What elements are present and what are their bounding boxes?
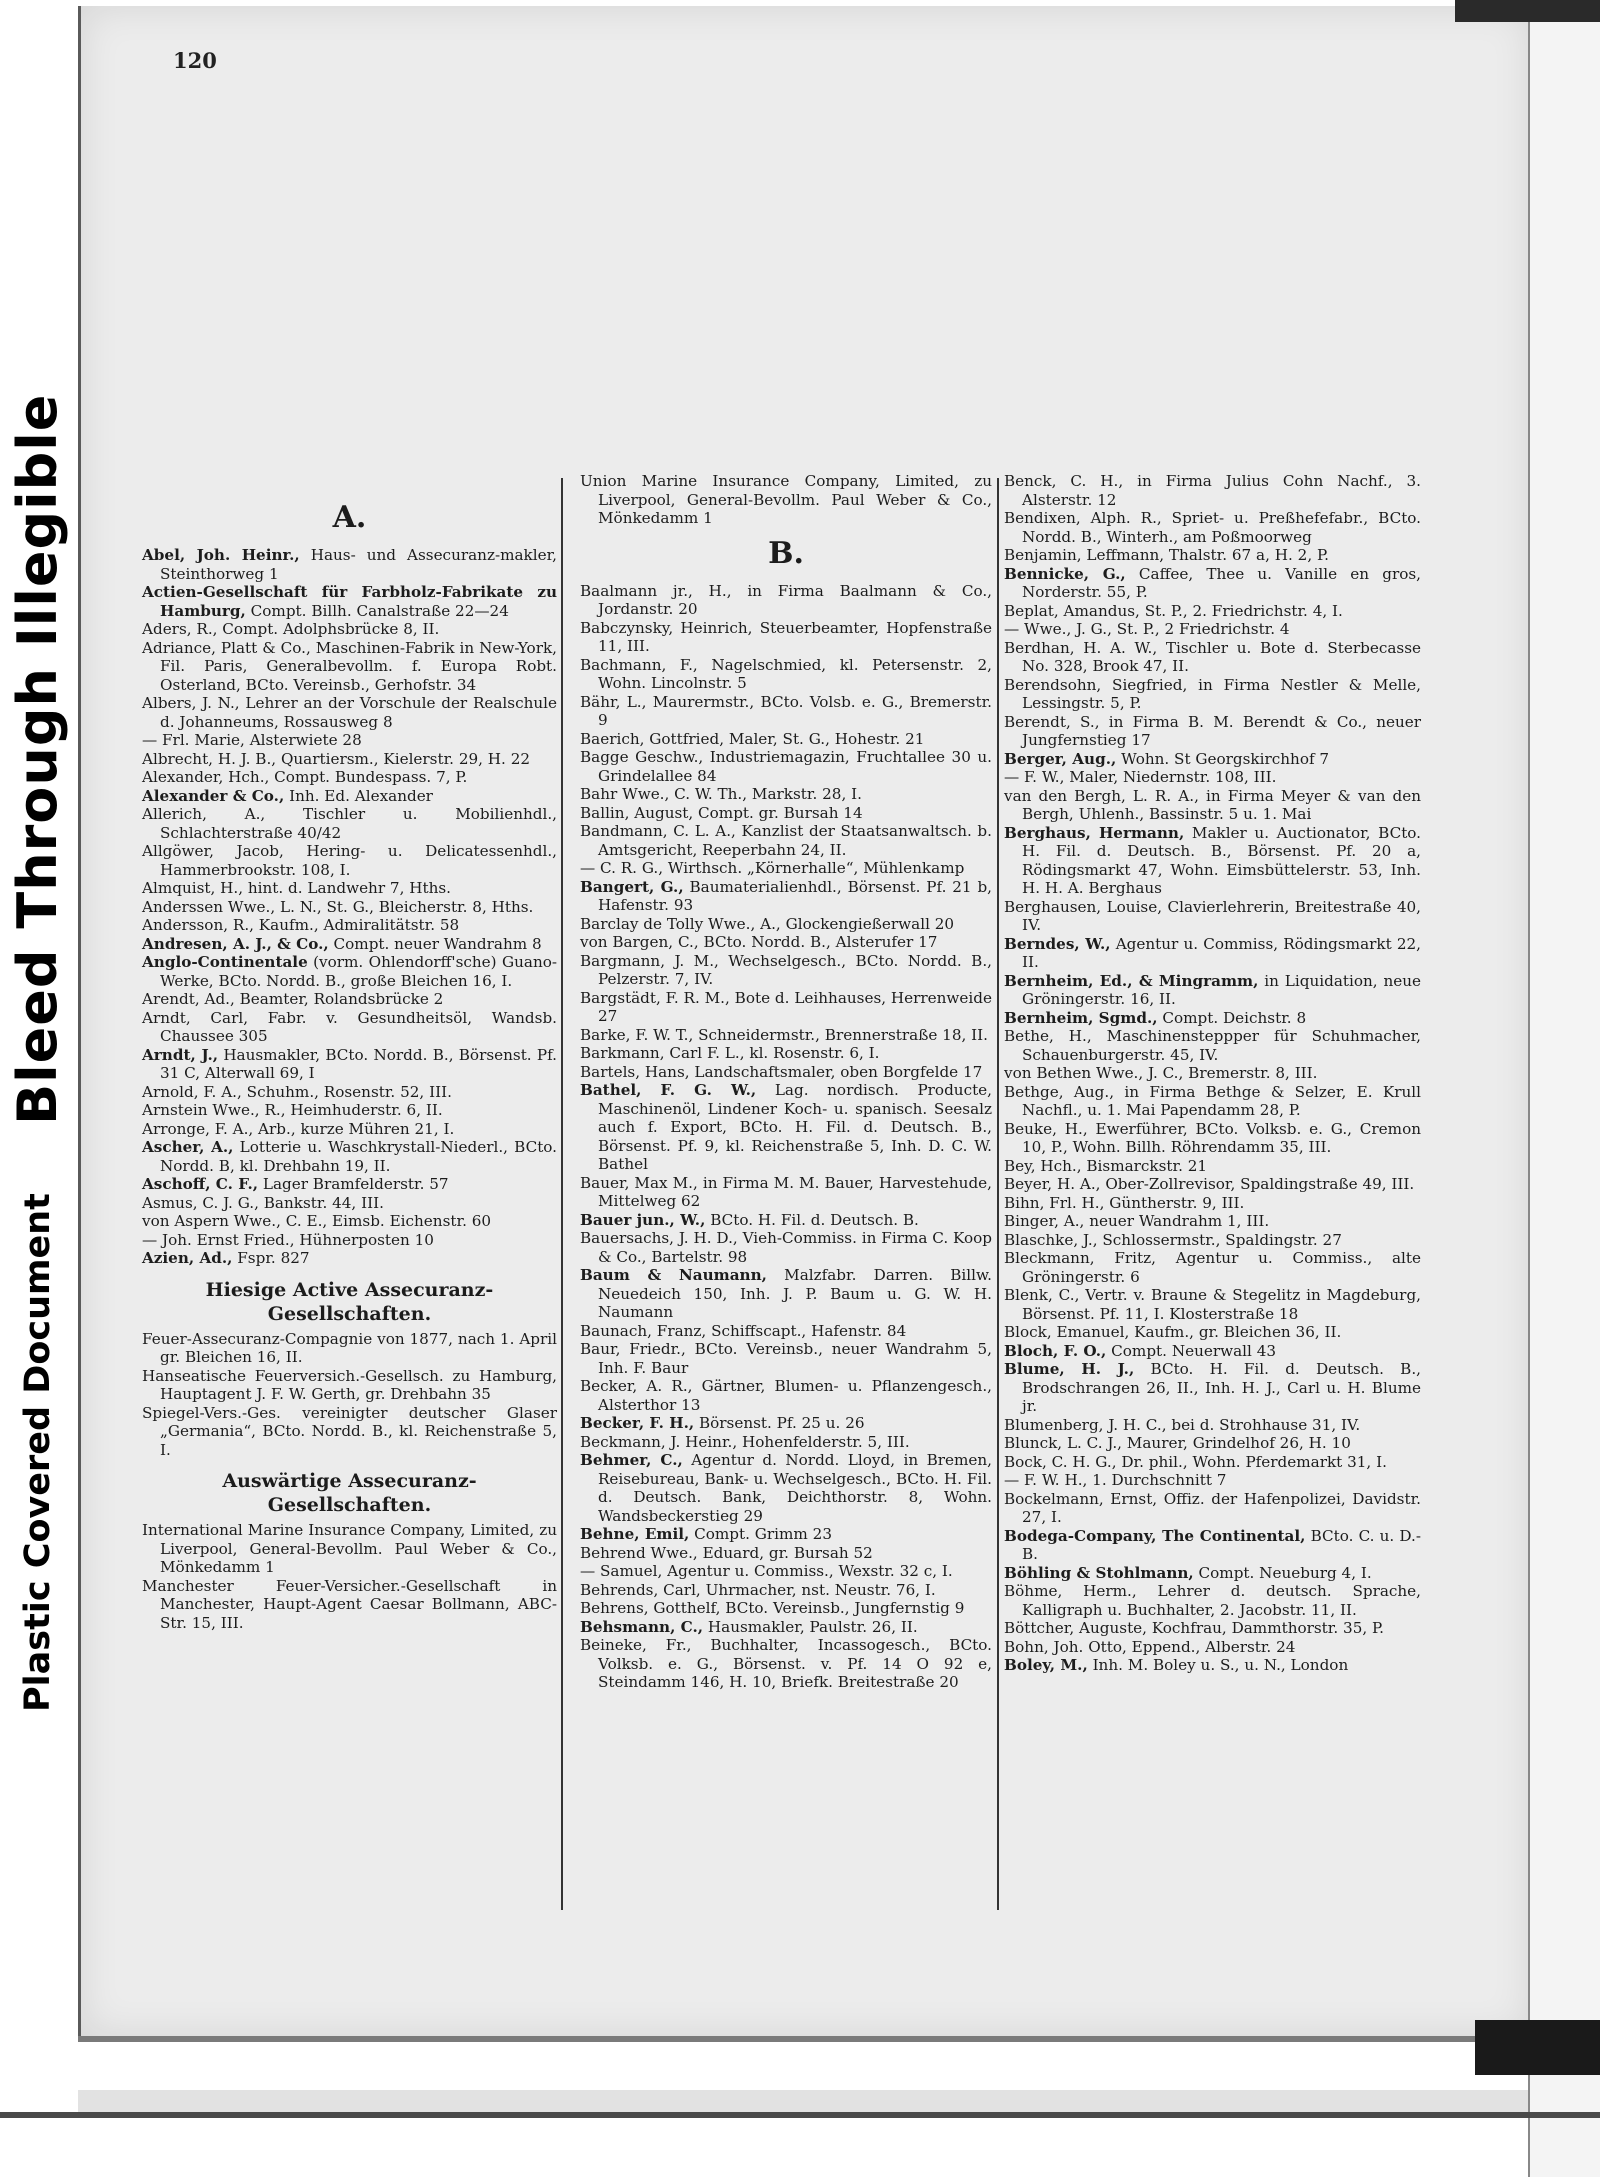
entry-name: Alexander & Co., xyxy=(142,786,285,805)
entry-name: Bernheim, Ed., & Mingramm, xyxy=(1004,971,1259,990)
directory-entry xyxy=(142,1083,557,1102)
directory-entry xyxy=(1004,1416,1421,1435)
entry-name: Ascher, A., xyxy=(142,1138,234,1156)
entry-text: Bargstädt, F. R. M., Bote d. Leihhauses, Herrenweide 27 xyxy=(580,988,992,1025)
entries-foreign-insurance xyxy=(142,1521,557,1632)
directory-entry xyxy=(1004,1471,1421,1490)
entry-name: Bodega-Company, The Continental, xyxy=(1004,1526,1306,1545)
directory-entry xyxy=(1004,639,1421,676)
entry-text: Agentur d. Nordd. Lloyd, in Bremen, Reisebureau, Bank- u. Wechselgesch., BCto. H. Fil. d. Deutsch. Bank, Deichthorstr. 8, Wohn. Wandsbeckerstieg 29 xyxy=(598,1451,993,1525)
entry-text: Albers, J. N., Lehrer an der Vorschule der Realschule d. Johanneums, Rossausweg 8 xyxy=(142,694,557,731)
entry-text: — Samuel, Agentur u. Commiss., Wexstr. 32 c, I. xyxy=(580,1562,953,1580)
directory-entry xyxy=(580,1451,992,1525)
entry-text: Aders, R., Compt. Adolphsbrücke 8, II. xyxy=(142,620,440,638)
entry-text: BCto. H. Fil. d. Deutsch. B., Brodschrangen 26, II., Inh. H. J., Carl u. H. Blume jr. xyxy=(1022,1360,1421,1415)
entry-text: Almquist, H., hint. d. Landwehr 7, Hths. xyxy=(142,879,451,897)
entry-text: Blunck, L. C. J., Maurer, Grindelhof 26, H. 10 xyxy=(1004,1434,1351,1452)
directory-entry xyxy=(1004,1360,1421,1416)
entry-name: Behsmann, C., xyxy=(580,1617,704,1636)
entry-text: Berghausen, Louise, Clavierlehrerin, Breitestraße 40, IV. xyxy=(1004,897,1421,934)
entry-text: Babczynsky, Heinrich, Steuerbeamter, Hopfenstraße 11, III. xyxy=(580,618,992,655)
directory-entry xyxy=(580,1063,992,1082)
directory-entry xyxy=(142,1521,557,1577)
directory-entry xyxy=(580,1562,992,1581)
directory-entry xyxy=(580,878,992,915)
directory-entry xyxy=(1004,1009,1421,1028)
column-rule-left xyxy=(561,478,563,1910)
entry-text: Bauersachs, J. H. D., Vieh-Commiss. in Firma C. Koop & Co., Bartelstr. 98 xyxy=(580,1229,992,1266)
directory-entry xyxy=(580,619,992,656)
entry-text: Becker, A. R., Gärtner, Blumen- u. Pflanzengesch., Alsterthor 13 xyxy=(580,1377,992,1414)
directory-entry xyxy=(142,639,557,695)
directory-entry xyxy=(1004,750,1421,769)
entry-text: Bartels, Hans, Landschaftsmaler, oben Borgfelde 17 xyxy=(580,1062,983,1081)
directory-entry xyxy=(1004,787,1421,824)
entry-text: Lager Bramfelderstr. 57 xyxy=(262,1175,449,1193)
directory-entry xyxy=(1004,713,1421,750)
directory-entry xyxy=(1004,676,1421,713)
entry-text: Allgöwer, Jacob, Hering- u. Delicatessenhdl., Hammerbrookstr. 108, I. xyxy=(142,842,557,879)
entry-text: Manchester Feuer-Versicher.-Gesellschaft in Manchester, Haupt-Agent Caesar Bollmann, ABC-Str. 15, III. xyxy=(142,1576,557,1632)
directory-entry xyxy=(580,804,992,823)
next-page-edge xyxy=(1528,0,1600,2177)
entry-text: Bauer, Max M., in Firma M. M. Bauer, Harvestehude, Mittelweg 62 xyxy=(580,1173,992,1210)
directory-entry xyxy=(142,787,557,806)
directory-entry xyxy=(1004,1083,1421,1120)
directory-entry xyxy=(142,1046,557,1083)
entry-text: Benck, C. H., in Firma Julius Cohn Nachf., 3. Alsterstr. 12 xyxy=(1004,472,1421,509)
directory-entry xyxy=(142,916,557,935)
directory-entry xyxy=(580,1414,992,1433)
entry-text: Barclay de Tolly Wwe., A., Glockengießerwall 20 xyxy=(580,914,955,933)
directory-entry xyxy=(142,1175,557,1194)
entry-text: Block, Emanuel, Kaufm., gr. Bleichen 36, II. xyxy=(1004,1323,1342,1341)
entry-text: Ballin, August, Compt. gr. Bursah 14 xyxy=(580,803,863,822)
entry-text: Bandmann, C. L. A., Kanzlist der Staatsanwaltsch. b. Amtsgericht, Reeperbahn 24, II. xyxy=(580,822,992,859)
entry-text: BCto. H. Fil. d. Deutsch. B. xyxy=(710,1210,919,1229)
bleed-through-label: Bleed Through Illegible xyxy=(6,393,69,1125)
entry-text: Wohn. St Georgskirchhof 7 xyxy=(1121,749,1330,768)
entry-text: Alexander, Hch., Compt. Bundespass. 7, P. xyxy=(142,768,468,786)
section-letter-b: B. xyxy=(768,535,804,571)
entry-text: Baalmann jr., H., in Firma Baalmann & Co., Jordanstr. 20 xyxy=(580,581,992,618)
column-1 xyxy=(142,492,557,1632)
column-rule-right xyxy=(997,478,999,1910)
section-heading-foreign-insurance: Auswärtige Assecuranz-Gesellschaften. xyxy=(222,1470,477,1516)
entry-text: von Aspern Wwe., C. E., Eimsb. Eichenstr. 60 xyxy=(142,1212,492,1230)
entry-name: Boley, M., xyxy=(1004,1656,1088,1674)
entry-text: — F. W. H., 1. Durchschnitt 7 xyxy=(1004,1471,1227,1489)
entry-text: Compt. Grimm 23 xyxy=(694,1525,832,1543)
entry-name: Bernheim, Sgmd., xyxy=(1004,1008,1158,1027)
entry-text: Bock, C. H. G., Dr. phil., Wohn. Pferdemarkt 31, I. xyxy=(1004,1452,1387,1471)
directory-entry xyxy=(1004,546,1421,565)
scan-dark-corner-top xyxy=(1455,0,1600,22)
entry-text: Baerich, Gottfried, Maler, St. G., Hohestr. 21 xyxy=(580,729,925,748)
directory-entry xyxy=(580,582,992,619)
scan-bottom-line xyxy=(0,2112,1600,2118)
directory-entry xyxy=(1004,1527,1421,1564)
entry-name: Berghaus, Hermann, xyxy=(1004,823,1185,842)
entry-name: Anglo-Continentale xyxy=(142,953,308,971)
directory-entry xyxy=(580,1211,992,1230)
entry-text: Arendt, Ad., Beamter, Rolandsbrücke 2 xyxy=(142,990,444,1008)
directory-entry xyxy=(580,822,992,859)
entry-name: Böhling & Stohlmann, xyxy=(1004,1563,1194,1582)
directory-entry xyxy=(1004,1619,1421,1638)
entry-text: Hausmakler, BCto. Nordd. B., Börsenst. Pf. 31 C, Alterwall 69, I xyxy=(160,1045,557,1082)
entry-text: Agentur u. Commiss, Rödingsmarkt 22, II. xyxy=(1022,934,1421,971)
directory-entry xyxy=(580,952,992,989)
directory-entry xyxy=(580,1377,992,1414)
directory-entry xyxy=(142,879,557,898)
scan-bottom-band xyxy=(78,2090,1528,2112)
entry-text: Baunach, Franz, Schiffscapt., Hafenstr. 84 xyxy=(580,1321,907,1340)
entry-text: Blenk, C., Vertr. v. Braune & Stegelitz in Magdeburg, Börsenst. Pf. 11, I. Klosterstraße 18 xyxy=(1004,1286,1421,1323)
directory-entry xyxy=(142,694,557,731)
entry-name: Bathel, F. G. W., xyxy=(580,1081,757,1099)
directory-entry xyxy=(580,472,992,528)
directory-entry xyxy=(580,1544,992,1563)
entry-text: Baumaterialienhdl., Börsenst. Pf. 21 b, Hafenstr. 93 xyxy=(598,877,992,914)
directory-entry xyxy=(1004,1120,1421,1157)
entry-text: Binger, A., neuer Wandrahm 1, III. xyxy=(1004,1212,1270,1230)
entry-name: Bloch, F. O., xyxy=(1004,1341,1107,1360)
directory-entry xyxy=(580,1340,992,1377)
directory-entry xyxy=(142,1330,557,1367)
directory-entry xyxy=(1004,1638,1421,1657)
entry-text: Haus- und Assecuranz-makler, Steinthorweg 1 xyxy=(160,546,557,583)
section-heading-local-insurance: Hiesige Active Assecuranz-Gesellschaften. xyxy=(205,1278,494,1325)
directory-entry xyxy=(142,1367,557,1404)
entry-name: Andresen, A. J., & Co., xyxy=(142,934,329,953)
directory-entry xyxy=(1004,565,1421,602)
entry-text: (vorm. Ohlendorff'sche) Guano-Werke, BCto. Nordd. B., große Bleichen 16, I. xyxy=(160,953,558,990)
directory-entry xyxy=(1004,1157,1421,1176)
entry-text: Compt. neuer Wandrahm 8 xyxy=(333,934,542,953)
entry-text: Berdhan, H. A. W., Tischler u. Bote d. Sterbecasse No. 328, Brook 47, II. xyxy=(1004,638,1421,675)
directory-entry xyxy=(1004,602,1421,621)
directory-entry xyxy=(142,1101,557,1120)
directory-entry xyxy=(1004,509,1421,546)
entry-text: Hausmakler, Paulstr. 26, II. xyxy=(707,1617,918,1636)
directory-entry xyxy=(142,1138,557,1175)
entries-a xyxy=(142,546,557,1268)
column-2 xyxy=(580,472,992,1692)
directory-entry xyxy=(580,915,992,934)
directory-entry xyxy=(1004,824,1421,898)
entry-name: Becker, F. H., xyxy=(580,1414,695,1432)
entry-text: Inh. M. Boley u. S., u. N., London xyxy=(1092,1656,1349,1674)
directory-entry xyxy=(580,1266,992,1322)
directory-entry xyxy=(580,1581,992,1600)
directory-entry xyxy=(142,805,557,842)
directory-entry xyxy=(580,656,992,693)
entry-text: Compt. Neuerwall 43 xyxy=(1111,1341,1277,1360)
directory-entry xyxy=(580,1618,992,1637)
entry-text: Inh. Ed. Alexander xyxy=(289,786,433,805)
entry-name: Baum & Naumann, xyxy=(580,1266,767,1284)
scan-dark-corner-bottom xyxy=(1475,2020,1600,2075)
entry-name: Aschoff, C. F., xyxy=(142,1175,259,1193)
directory-entry xyxy=(1004,1582,1421,1619)
directory-entry xyxy=(142,1249,557,1268)
entries-b-continued xyxy=(1004,472,1421,1675)
directory-entry xyxy=(1004,1564,1421,1583)
entry-text: — C. R. G., Wirthsch. „Körnerhalle“, Mühlenkamp xyxy=(580,859,965,877)
page-bottom-edge xyxy=(78,2036,1530,2042)
plastic-covered-label: Plastic Covered Document xyxy=(18,1193,58,1712)
entry-text: Union Marine Insurance Company, Limited, zu Liverpool, General-Bevollm. Paul Weber & Co., Mönkedamm 1 xyxy=(580,472,992,527)
directory-entry xyxy=(142,731,557,750)
directory-entry xyxy=(142,620,557,639)
directory-entry xyxy=(580,1229,992,1266)
directory-entry xyxy=(580,933,992,952)
entry-text: Böttcher, Auguste, Kochfrau, Dammthorstr. 35, P. xyxy=(1004,1619,1384,1637)
entry-text: Bihn, Frl. H., Güntherstr. 9, III. xyxy=(1004,1193,1245,1212)
entry-text: Spiegel-Vers.-Ges. vereinigter deutscher Glaser „Germania“, BCto. Nordd. B., kl. Reichenstraße 5, I. xyxy=(142,1403,557,1459)
entry-text: Bendixen, Alph. R., Spriet- u. Preßhefefabr., BCto. Nordd. B., Winterh., am Poßmoorweg xyxy=(1004,509,1421,546)
directory-entry xyxy=(1004,935,1421,972)
directory-entry xyxy=(142,583,557,620)
directory-entry xyxy=(580,785,992,804)
directory-entry xyxy=(580,748,992,785)
entry-text: Hanseatische Feuerversich.-Gesellsch. zu Hamburg, Hauptagent J. F. W. Gerth, gr. Drehbahn 35 xyxy=(142,1366,557,1403)
directory-entry xyxy=(580,989,992,1026)
entry-text: Behrens, Gotthelf, BCto. Vereinsb., Jungfernstig 9 xyxy=(580,1599,965,1617)
entry-name: Bauer jun., W., xyxy=(580,1210,706,1229)
directory-entry xyxy=(580,1636,992,1692)
entry-text: Berendsohn, Siegfried, in Firma Nestler & Melle, Lessingstr. 5, P. xyxy=(1004,675,1421,712)
entry-text: Adriance, Platt & Co., Maschinen-Fabrik in New-York, Fil. Paris, Generalbevollm. f. Europa Robt. Osterland, BCto. Vereinsb., Gerhofstr. 34 xyxy=(142,638,557,694)
directory-entry xyxy=(1004,1656,1421,1675)
directory-entry xyxy=(1004,898,1421,935)
entry-text: International Marine Insurance Company, Limited, zu Liverpool, General-Bevollm. Paul Weber & Co., Mönkedamm 1 xyxy=(142,1521,557,1576)
directory-entry xyxy=(580,1044,992,1063)
entry-text: Arndt, Carl, Fabr. v. Gesundheitsöl, Wandsb. Chaussee 305 xyxy=(142,1008,557,1045)
directory-entry xyxy=(142,935,557,954)
column-3 xyxy=(1004,472,1421,1675)
directory-entry xyxy=(580,730,992,749)
entry-text: Blumenberg, J. H. C., bei d. Strohhause 31, IV. xyxy=(1004,1415,1361,1434)
entry-text: Börsenst. Pf. 25 u. 26 xyxy=(698,1414,865,1432)
directory-entry xyxy=(142,898,557,917)
page-number: 120 xyxy=(173,48,217,73)
entry-text: Bleckmann, Fritz, Agentur u. Commiss., alte Gröningerstr. 6 xyxy=(1004,1249,1421,1286)
directory-entry xyxy=(1004,1175,1421,1194)
directory-entry xyxy=(580,1433,992,1452)
entry-name: Actien-Gesellschaft für Farbholz-Fabrikate zu Hamburg, xyxy=(142,583,557,620)
entry-union-marine xyxy=(580,472,992,528)
entry-text: — Joh. Ernst Fried., Hühnerposten 10 xyxy=(142,1230,434,1249)
directory-entry xyxy=(1004,620,1421,639)
entry-text: Albrecht, H. J. B., Quartiersm., Kielerstr. 29, H. 22 xyxy=(142,749,531,768)
entry-text: Blaschke, J., Schlossermstr., Spaldingstr. 27 xyxy=(1004,1230,1342,1249)
entry-text: Berendt, S., in Firma B. M. Berendt & Co., neuer Jungfernstieg 17 xyxy=(1004,712,1421,749)
entry-name: Abel, Joh. Heinr., xyxy=(142,546,300,564)
entry-text: Bargmann, J. M., Wechselgesch., BCto. Nordd. B., Pelzerstr. 7, IV. xyxy=(580,951,992,988)
directory-entry xyxy=(1004,1453,1421,1472)
entry-text: Beplat, Amandus, St. P., 2. Friedrichstr. 4, I. xyxy=(1004,601,1343,620)
entry-text: Baur, Friedr., BCto. Vereinsb., neuer Wandrahm 5, Inh. F. Baur xyxy=(580,1340,992,1377)
entry-text: Barkmann, Carl F. L., kl. Rosenstr. 6, I. xyxy=(580,1044,880,1062)
entry-name: Bangert, G., xyxy=(580,877,684,896)
directory-entry xyxy=(1004,972,1421,1009)
directory-entry xyxy=(1004,1342,1421,1361)
entry-text: von Bargen, C., BCto. Nordd. B., Alsterufer 17 xyxy=(580,933,938,951)
entry-text: in Liquidation, neue Gröningerstr. 16, II. xyxy=(1022,971,1422,1008)
entry-text: — Frl. Marie, Alsterwiete 28 xyxy=(142,731,362,749)
entry-text: Caffee, Thee u. Vanille en gros, Norderstr. 55, P. xyxy=(1022,564,1421,601)
directory-entry xyxy=(142,546,557,583)
entry-text: Beyer, H. A., Ober-Zollrevisor, Spaldingstraße 49, III. xyxy=(1004,1175,1415,1193)
entry-text: Compt. Deichstr. 8 xyxy=(1162,1008,1307,1027)
entry-text: Compt. Neueburg 4, I. xyxy=(1198,1563,1372,1582)
entries-local-insurance xyxy=(142,1330,557,1460)
directory-entry xyxy=(1004,1231,1421,1250)
directory-entry xyxy=(1004,1212,1421,1231)
entry-name: Bennicke, G., xyxy=(1004,564,1126,583)
directory-entry xyxy=(142,1577,557,1633)
entry-text: Malzfabr. Darren. Billw. Neuedeich 150, Inh. J. P. Baum u. G. W. H. Naumann xyxy=(598,1266,993,1321)
entry-text: Beuke, H., Ewerführer, BCto. Volksb. e. G., Cremon 10, P., Wohn. Billh. Röhrendamm 35, III. xyxy=(1004,1119,1421,1156)
directory-entry xyxy=(1004,1286,1421,1323)
entry-name: Azien, Ad., xyxy=(142,1249,233,1267)
directory-entry xyxy=(580,1026,992,1045)
directory-entry xyxy=(1004,1434,1421,1453)
entry-text: Beineke, Fr., Buchhalter, Incassogesch., BCto. Volksb. e. G., Börsenst. v. Pf. 14 O 92 e, Steindamm 146, H. 10, Briefk. Breitestraße 20 xyxy=(580,1636,992,1691)
entry-name: Blume, H. J., xyxy=(1004,1360,1135,1378)
entry-text: Benjamin, Leffmann, Thalstr. 67 a, H. 2, P. xyxy=(1004,546,1329,564)
entry-text: Arnstein Wwe., R., Heimhuderstr. 6, II. xyxy=(142,1101,443,1119)
directory-entry xyxy=(1004,1490,1421,1527)
entry-name: Berger, Aug., xyxy=(1004,749,1117,768)
directory-entry xyxy=(580,1081,992,1174)
entry-text: Feuer-Assecuranz-Compagnie von 1877, nach 1. April gr. Bleichen 16, II. xyxy=(142,1329,557,1366)
entry-text: Bähr, L., Maurermstr., BCto. Volsb. e. G., Bremerstr. 9 xyxy=(580,692,992,729)
directory-entry xyxy=(142,990,557,1009)
entry-name: Arndt, J., xyxy=(142,1045,219,1064)
entry-text: — Wwe., J. G., St. P., 2 Friedrichstr. 4 xyxy=(1004,620,1290,638)
entry-text: Böhme, Herm., Lehrer d. deutsch. Sprache, Kalligraph u. Buchhalter, 2. Jacobstr. 11, II. xyxy=(1004,1582,1421,1619)
directory-entry xyxy=(142,1212,557,1231)
entry-name: Behne, Emil, xyxy=(580,1525,690,1543)
directory-entry xyxy=(142,1404,557,1460)
entry-text: Bethe, H., Maschinensteppper für Schuhmacher, Schauenburgerstr. 45, IV. xyxy=(1004,1027,1421,1064)
directory-entry xyxy=(1004,1323,1421,1342)
directory-entry xyxy=(580,1525,992,1544)
entry-text: Behrends, Carl, Uhrmacher, nst. Neustr. 76, I. xyxy=(580,1580,936,1599)
directory-entry xyxy=(580,693,992,730)
entry-name: Behmer, C., xyxy=(580,1451,683,1469)
entry-text: Arnold, F. A., Schuhm., Rosenstr. 52, III. xyxy=(142,1082,452,1101)
directory-entry xyxy=(142,1231,557,1250)
directory-entry xyxy=(142,1009,557,1046)
section-letter-a: A. xyxy=(332,500,367,535)
entries-b xyxy=(580,582,992,1692)
entry-name: Berndes, W., xyxy=(1004,934,1111,953)
entry-text: Bohn, Joh. Otto, Eppend., Alberstr. 24 xyxy=(1004,1637,1296,1656)
directory-entry xyxy=(1004,472,1421,509)
directory-entry xyxy=(580,1599,992,1618)
directory-entry xyxy=(142,750,557,769)
entry-text: Bey, Hch., Bismarckstr. 21 xyxy=(1004,1156,1208,1175)
entry-text: Bagge Geschw., Industriemagazin, Fruchtallee 30 u. Grindelallee 84 xyxy=(580,748,992,785)
entry-text: von Bethen Wwe., J. C., Bremerstr. 8, III. xyxy=(1004,1064,1318,1082)
entry-text: Beckmann, J. Heinr., Hohenfelderstr. 5, III. xyxy=(580,1432,910,1451)
entry-text: BCto. C. u. D.-B. xyxy=(1022,1526,1422,1563)
entry-text: Anderssen Wwe., L. N., St. G., Bleicherstr. 8, Hths. xyxy=(142,897,534,916)
entry-text: Fspr. 827 xyxy=(237,1249,310,1267)
entry-text: Bahr Wwe., C. W. Th., Markstr. 28, I. xyxy=(580,785,862,803)
directory-entry xyxy=(1004,1027,1421,1064)
directory-entry xyxy=(580,1174,992,1211)
entry-text: Barke, F. W. T., Schneidermstr., Brennerstraße 18, II. xyxy=(580,1025,988,1044)
entry-text: Makler u. Auctionator, BCto. H. Fil. d. Deutsch. B., Börsenst. Pf. 20 a, Rödingsmarkt 47, Wohn. Eimsbüttelerstr. 53, Inh. H. H. A. Berghaus xyxy=(1022,823,1421,897)
entry-text: Lag. nordisch. Producte, Maschinenöl, Lindener Koch- u. spanisch. Seesalz auch f. Export, BCto. H. Fil. d. Deutsch. B., Börsenst. Pf. 9, kl. Reichenstraße 5, Inh. D. C. W. Bathel xyxy=(598,1081,992,1173)
directory-entry xyxy=(1004,1194,1421,1213)
entry-text: — F. W., Maler, Niedernstr. 108, III. xyxy=(1004,768,1277,786)
directory-entry xyxy=(1004,1064,1421,1083)
directory-entry xyxy=(1004,768,1421,787)
directory-entry xyxy=(1004,1249,1421,1286)
entry-text: Bethge, Aug., in Firma Bethge & Selzer, E. Krull Nachfl., u. 1. Mai Papendamm 28, P. xyxy=(1004,1082,1421,1119)
directory-entry xyxy=(142,1120,557,1139)
entry-text: Bockelmann, Ernst, Offiz. der Hafenpolizei, Davidstr. 27, I. xyxy=(1004,1489,1421,1526)
entry-text: van den Bergh, L. R. A., in Firma Meyer & van den Bergh, Uhlenh., Bassinstr. 5 u. 1. Mai xyxy=(1004,786,1421,823)
entry-text: Behrend Wwe., Eduard, gr. Bursah 52 xyxy=(580,1543,873,1562)
directory-entry xyxy=(580,859,992,878)
entry-text: Lotterie u. Waschkrystall-Niederl., BCto. Nordd. B, kl. Drehbahn 19, II. xyxy=(160,1138,558,1175)
entry-text: Asmus, C. J. G., Bankstr. 44, III. xyxy=(142,1193,384,1212)
directory-entry xyxy=(142,842,557,879)
entry-text: Allerich, A., Tischler u. Mobilienhdl., Schlachterstraße 40/42 xyxy=(142,805,557,842)
directory-entry xyxy=(142,768,557,787)
entry-text: Bachmann, F., Nagelschmied, kl. Petersenstr. 2, Wohn. Lincolnstr. 5 xyxy=(580,655,992,692)
directory-entry xyxy=(142,1194,557,1213)
directory-entry xyxy=(580,1322,992,1341)
entry-text: Arronge, F. A., Arb., kurze Mühren 21, I. xyxy=(142,1119,455,1138)
directory-entry xyxy=(142,953,557,990)
entry-text: Andersson, R., Kaufm., Admiralitätstr. 58 xyxy=(142,916,460,934)
entry-text: Compt. Billh. Canalstraße 22—24 xyxy=(250,601,509,620)
